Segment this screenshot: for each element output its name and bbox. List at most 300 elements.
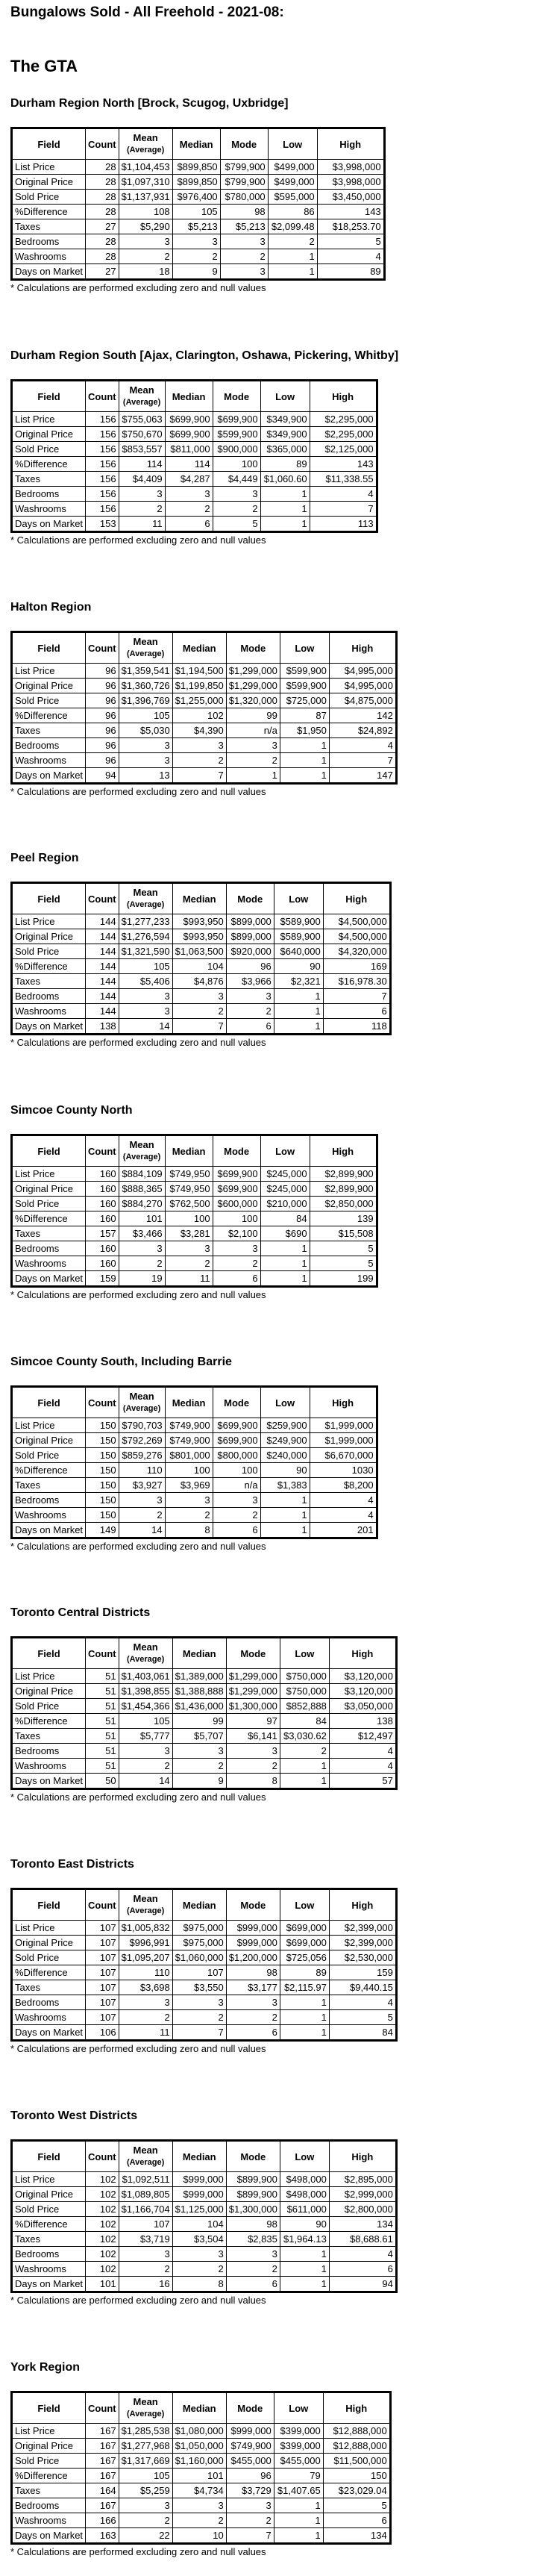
value-cell-mean-average: 3 xyxy=(119,487,165,502)
value-cell-count: 167 xyxy=(86,2469,119,2483)
value-cell-count: 102 xyxy=(86,2202,119,2217)
value-cell-low: 1 xyxy=(280,2010,329,2025)
value-cell-count: 150 xyxy=(86,1448,119,1463)
value-cell-mode: 3 xyxy=(226,1995,280,2010)
value-cell-mode: $999,000 xyxy=(226,2424,274,2439)
value-cell-median: 2 xyxy=(172,1004,226,1019)
field-cell: Days on Market xyxy=(12,1523,86,1538)
value-cell-high: 7 xyxy=(310,502,377,517)
table-row xyxy=(12,1478,377,1493)
value-cell-low: 1 xyxy=(274,1019,323,1035)
value-cell-count: 28 xyxy=(86,234,119,249)
column-header-field: Field xyxy=(12,632,86,664)
value-cell-median: 2 xyxy=(165,502,213,517)
calculation-footnote: * Calculations are performed excluding zero and null values xyxy=(10,2043,266,2054)
value-cell-median: $699,900 xyxy=(165,412,213,427)
column-header-mean-average: Mean (Average) xyxy=(119,1135,165,1167)
value-cell-low: 1 xyxy=(260,1523,310,1538)
value-cell-high: 199 xyxy=(310,1271,377,1287)
column-header-low: Low xyxy=(260,1387,310,1418)
value-cell-mode: $899,900 xyxy=(226,2172,280,2187)
stats-table xyxy=(10,1636,398,1790)
value-cell-low: $349,900 xyxy=(260,427,310,442)
field-cell: Bedrooms xyxy=(12,234,86,249)
field-cell: List Price xyxy=(12,1418,86,1433)
value-cell-low: $399,000 xyxy=(274,2439,323,2454)
value-cell-count: 144 xyxy=(86,944,119,959)
calculation-footnote: * Calculations are performed excluding zero and null values xyxy=(10,282,266,293)
value-cell-mode: 98 xyxy=(220,205,268,219)
column-header-median: Median xyxy=(172,632,226,664)
value-cell-mean-average: 3 xyxy=(119,1241,165,1256)
value-cell-high: $12,497 xyxy=(329,1729,396,1744)
value-cell-count: 164 xyxy=(86,2483,119,2498)
value-cell-mean-average: 107 xyxy=(119,2217,172,2232)
column-header-mode: Mode xyxy=(213,1387,260,1418)
value-cell-median: $762,500 xyxy=(165,1197,213,1211)
value-cell-high: 4 xyxy=(329,1995,396,2010)
calculation-footnote: * Calculations are performed excluding zero and null values xyxy=(10,534,266,546)
value-cell-high: 143 xyxy=(317,205,384,219)
field-cell: %Difference xyxy=(12,1965,86,1980)
column-header-high: High xyxy=(329,632,396,664)
table-row xyxy=(12,1256,377,1271)
stats-table xyxy=(10,2391,392,2545)
value-cell-mean-average: $1,317,669 xyxy=(119,2454,172,2469)
value-cell-median: $1,255,000 xyxy=(172,693,226,708)
column-header-mean-average: Mean (Average) xyxy=(119,2141,172,2172)
value-cell-mode: 3 xyxy=(213,1493,260,1508)
value-cell-mean-average: 2 xyxy=(119,1759,172,1774)
value-cell-low: 1 xyxy=(274,1004,323,1019)
value-cell-count: 102 xyxy=(86,2187,119,2202)
value-cell-mode: 3 xyxy=(226,738,280,753)
value-cell-mean-average: $3,927 xyxy=(119,1478,165,1493)
value-cell-median: $1,160,000 xyxy=(172,2454,226,2469)
value-cell-median: 2 xyxy=(172,2513,226,2528)
table-row xyxy=(12,1433,377,1448)
value-cell-median: 3 xyxy=(172,234,220,249)
value-cell-mode: $699,900 xyxy=(213,1167,260,1182)
value-cell-mean-average: 110 xyxy=(119,1463,165,1478)
column-header-median: Median xyxy=(165,1135,213,1167)
value-cell-count: 51 xyxy=(86,1684,119,1699)
field-cell: Taxes xyxy=(12,1226,86,1241)
value-cell-mode: 3 xyxy=(226,2498,274,2513)
value-cell-count: 156 xyxy=(86,442,119,457)
value-cell-high: $18,253.70 xyxy=(317,219,384,234)
value-cell-mean-average: $750,670 xyxy=(119,427,165,442)
value-cell-mean-average: 2 xyxy=(119,1256,165,1271)
value-cell-low: 1 xyxy=(260,1493,310,1508)
value-cell-low: $589,900 xyxy=(274,929,323,944)
value-cell-high: $8,688.61 xyxy=(329,2232,396,2247)
table-row xyxy=(12,1211,377,1226)
value-cell-mode: $799,900 xyxy=(220,175,268,190)
field-cell: Bedrooms xyxy=(12,1241,86,1256)
column-header-low: Low xyxy=(280,2141,329,2172)
column-header-field: Field xyxy=(12,2141,86,2172)
value-cell-median: $999,000 xyxy=(172,2187,226,2202)
table-header-row xyxy=(12,128,385,160)
stats-table xyxy=(10,1134,378,1288)
column-header-field: Field xyxy=(12,1387,86,1418)
value-cell-median: $749,900 xyxy=(165,1418,213,1433)
value-cell-high: 143 xyxy=(310,457,377,472)
table-header-row xyxy=(12,1638,397,1669)
table-row xyxy=(12,1669,397,1684)
value-cell-mode: 99 xyxy=(226,708,280,723)
field-cell: Taxes xyxy=(12,974,86,989)
value-cell-high: 4 xyxy=(329,738,396,753)
region-heading: York Region xyxy=(10,2361,81,2374)
value-cell-mean-average: $3,698 xyxy=(119,1980,172,1995)
table-row xyxy=(12,234,385,249)
value-cell-count: 28 xyxy=(86,190,119,205)
value-cell-high: 6 xyxy=(323,1004,390,1019)
value-cell-mean-average: $5,290 xyxy=(119,219,172,234)
field-cell: Days on Market xyxy=(12,768,86,784)
field-cell: Washrooms xyxy=(12,1508,86,1523)
value-cell-mode: 2 xyxy=(213,502,260,517)
value-cell-high: 4 xyxy=(317,249,384,264)
value-cell-median: 101 xyxy=(172,2469,226,2483)
value-cell-mode: $749,900 xyxy=(226,2439,274,2454)
field-cell: %Difference xyxy=(12,1714,86,1729)
value-cell-count: 28 xyxy=(86,205,119,219)
value-cell-count: 28 xyxy=(86,175,119,190)
value-cell-count: 102 xyxy=(86,2172,119,2187)
column-header-mode: Mode xyxy=(226,632,280,664)
value-cell-median: $4,734 xyxy=(172,2483,226,2498)
table-row xyxy=(12,2424,391,2439)
table-row xyxy=(12,472,377,487)
value-cell-mean-average: $1,277,233 xyxy=(119,914,172,929)
value-cell-median: $4,287 xyxy=(165,472,213,487)
field-cell: Washrooms xyxy=(12,1004,86,1019)
stats-table xyxy=(10,2139,398,2293)
value-cell-median: $976,400 xyxy=(172,190,220,205)
value-cell-mode: $999,000 xyxy=(226,1921,280,1936)
column-header-median: Median xyxy=(172,2141,226,2172)
value-cell-mean-average: $1,137,931 xyxy=(119,190,172,205)
table-row xyxy=(12,205,385,219)
value-cell-mean-average: 3 xyxy=(119,1493,165,1508)
field-cell: Taxes xyxy=(12,1478,86,1493)
value-cell-low: $611,000 xyxy=(280,2202,329,2217)
value-cell-median: 7 xyxy=(172,768,226,784)
column-header-median: Median xyxy=(172,2392,226,2424)
value-cell-high: $4,500,000 xyxy=(323,929,390,944)
value-cell-count: 102 xyxy=(86,2232,119,2247)
value-cell-mode: $5,213 xyxy=(220,219,268,234)
value-cell-high: $2,295,000 xyxy=(310,412,377,427)
value-cell-high: $2,899,900 xyxy=(310,1182,377,1197)
value-cell-count: 51 xyxy=(86,1729,119,1744)
value-cell-mean-average: 108 xyxy=(119,205,172,219)
value-cell-mode: 6 xyxy=(226,1019,274,1035)
value-cell-count: 156 xyxy=(86,412,119,427)
value-cell-low: $640,000 xyxy=(274,944,323,959)
table-row xyxy=(12,457,377,472)
column-header-mean-average: Mean (Average) xyxy=(119,1889,172,1921)
table-row xyxy=(12,2454,391,2469)
value-cell-count: 51 xyxy=(86,1744,119,1759)
value-cell-mode: 2 xyxy=(226,2262,280,2277)
value-cell-count: 51 xyxy=(86,1759,119,1774)
value-cell-mean-average: 18 xyxy=(119,264,172,280)
value-cell-low: $210,000 xyxy=(260,1197,310,1211)
value-cell-low: 1 xyxy=(280,2262,329,2277)
field-cell: Taxes xyxy=(12,219,86,234)
value-cell-median: 3 xyxy=(172,1995,226,2010)
value-cell-median: 2 xyxy=(165,1508,213,1523)
value-cell-count: 107 xyxy=(86,1921,119,1936)
field-cell: Sold Price xyxy=(12,2202,86,2217)
value-cell-median: $1,388,888 xyxy=(172,1684,226,1699)
value-cell-high: $6,670,000 xyxy=(310,1448,377,1463)
calculation-footnote: * Calculations are performed excluding zero and null values xyxy=(10,1037,266,1048)
value-cell-low: $1,060.60 xyxy=(260,472,310,487)
value-cell-count: 96 xyxy=(86,664,119,679)
value-cell-high: 4 xyxy=(329,1759,396,1774)
field-cell: Sold Price xyxy=(12,1197,86,1211)
value-cell-high: $1,999,000 xyxy=(310,1418,377,1433)
value-cell-mean-average: $888,365 xyxy=(119,1182,165,1197)
value-cell-median: $1,063,500 xyxy=(172,944,226,959)
value-cell-count: 96 xyxy=(86,723,119,738)
field-cell: %Difference xyxy=(12,959,86,974)
value-cell-median: $999,000 xyxy=(172,2172,226,2187)
value-cell-low: 1 xyxy=(260,1271,310,1287)
calculation-footnote: * Calculations are performed excluding zero and null values xyxy=(10,1791,266,1803)
value-cell-mode: 3 xyxy=(220,264,268,280)
value-cell-low: $2,321 xyxy=(274,974,323,989)
value-cell-median: $1,199,850 xyxy=(172,679,226,693)
table-row xyxy=(12,1182,377,1197)
table-row xyxy=(12,1699,397,1714)
field-cell: Bedrooms xyxy=(12,2247,86,2262)
value-cell-median: 3 xyxy=(165,487,213,502)
table-row xyxy=(12,2483,391,2498)
table-row xyxy=(12,1950,397,1965)
value-cell-mode: $899,900 xyxy=(226,2187,280,2202)
value-cell-high: 6 xyxy=(323,2513,390,2528)
column-header-mode: Mode xyxy=(226,1638,280,1669)
value-cell-mean-average: 101 xyxy=(119,1211,165,1226)
table-row xyxy=(12,2025,397,2041)
value-cell-mode: 3 xyxy=(213,487,260,502)
value-cell-median: 10 xyxy=(172,2528,226,2544)
table-row xyxy=(12,1448,377,1463)
table-row xyxy=(12,2513,391,2528)
table-row xyxy=(12,1004,391,1019)
value-cell-high: $2,999,000 xyxy=(329,2187,396,2202)
value-cell-count: 166 xyxy=(86,2513,119,2528)
value-cell-mean-average: $5,030 xyxy=(119,723,172,738)
value-cell-mode: $1,300,000 xyxy=(226,2202,280,2217)
table-row xyxy=(12,1995,397,2010)
column-header-mean-average: Mean (Average) xyxy=(119,883,172,914)
value-cell-count: 163 xyxy=(86,2528,119,2544)
value-cell-mode: 6 xyxy=(226,2277,280,2292)
document-title: Bungalows Sold - All Freehold - 2021-08: xyxy=(10,4,284,20)
value-cell-mode: 97 xyxy=(226,1714,280,1729)
value-cell-median: 104 xyxy=(172,959,226,974)
value-cell-low: 86 xyxy=(268,205,317,219)
stats-table xyxy=(10,1385,378,1539)
value-cell-low: $3,030.62 xyxy=(280,1729,329,1744)
value-cell-low: 90 xyxy=(260,1463,310,1478)
table-row xyxy=(12,2262,397,2277)
value-cell-mean-average: $4,409 xyxy=(119,472,165,487)
field-cell: List Price xyxy=(12,664,86,679)
value-cell-count: 28 xyxy=(86,249,119,264)
column-header-high: High xyxy=(310,381,377,412)
column-header-mean-average: Mean (Average) xyxy=(119,128,172,160)
column-header-mode: Mode xyxy=(213,1135,260,1167)
value-cell-median: 6 xyxy=(165,517,213,532)
value-cell-high: $2,899,900 xyxy=(310,1167,377,1182)
table-row xyxy=(12,2469,391,2483)
table-row xyxy=(12,1418,377,1433)
table-row xyxy=(12,517,377,532)
value-cell-high: $3,998,000 xyxy=(317,160,384,175)
region-section-simcoe-county-south-including-barrie xyxy=(10,1354,536,1552)
value-cell-mode: 2 xyxy=(226,2010,280,2025)
value-cell-mode: $999,000 xyxy=(226,1936,280,1950)
value-cell-mode: 3 xyxy=(226,1744,280,1759)
value-cell-mean-average: $853,557 xyxy=(119,442,165,457)
field-cell: Washrooms xyxy=(12,2010,86,2025)
value-cell-high: $4,875,000 xyxy=(329,693,396,708)
value-cell-low: $2,115.97 xyxy=(280,1980,329,1995)
value-cell-mean-average: $5,259 xyxy=(119,2483,172,2498)
value-cell-low: 87 xyxy=(280,708,329,723)
column-header-mean-average: Mean (Average) xyxy=(119,1387,165,1418)
value-cell-mean-average: 2 xyxy=(119,2262,172,2277)
value-cell-median: $3,550 xyxy=(172,1980,226,1995)
region-heading: Toronto East Districts xyxy=(10,1858,134,1871)
value-cell-median: 99 xyxy=(172,1714,226,1729)
field-cell: Taxes xyxy=(12,1729,86,1744)
value-cell-mode: 2 xyxy=(226,1004,274,1019)
field-cell: Original Price xyxy=(12,427,86,442)
table-row xyxy=(12,959,391,974)
table-row xyxy=(12,708,397,723)
field-cell: Sold Price xyxy=(12,2454,86,2469)
value-cell-mean-average: $1,166,704 xyxy=(119,2202,172,2217)
value-cell-mode: $2,100 xyxy=(213,1226,260,1241)
stats-table xyxy=(10,379,378,533)
value-cell-mean-average: $1,092,511 xyxy=(119,2172,172,2187)
value-cell-median: 2 xyxy=(172,753,226,768)
value-cell-mode: 98 xyxy=(226,2217,280,2232)
value-cell-low: $750,000 xyxy=(280,1669,329,1684)
value-cell-median: 100 xyxy=(165,1463,213,1478)
value-cell-low: 90 xyxy=(274,959,323,974)
value-cell-mode: $899,000 xyxy=(226,929,274,944)
value-cell-count: 144 xyxy=(86,914,119,929)
value-cell-median: $4,876 xyxy=(172,974,226,989)
value-cell-median: $749,950 xyxy=(165,1182,213,1197)
value-cell-mode: $455,000 xyxy=(226,2454,274,2469)
value-cell-mode: $3,177 xyxy=(226,1980,280,1995)
value-cell-mean-average: $1,321,590 xyxy=(119,944,172,959)
field-cell: Original Price xyxy=(12,679,86,693)
field-cell: List Price xyxy=(12,914,86,929)
value-cell-mode: $920,000 xyxy=(226,944,274,959)
value-cell-median: $3,969 xyxy=(165,1478,213,1493)
value-cell-median: 104 xyxy=(172,2217,226,2232)
field-cell: Days on Market xyxy=(12,1774,86,1789)
table-row xyxy=(12,1241,377,1256)
value-cell-mode: 1 xyxy=(226,768,280,784)
value-cell-low: 1 xyxy=(280,738,329,753)
value-cell-high: 159 xyxy=(329,1965,396,1980)
field-cell: Original Price xyxy=(12,1936,86,1950)
value-cell-mean-average: 3 xyxy=(119,1995,172,2010)
region-section-halton-region xyxy=(10,599,536,797)
value-cell-median: 9 xyxy=(172,1774,226,1789)
value-cell-low: 1 xyxy=(280,2277,329,2292)
value-cell-mode: $600,000 xyxy=(213,1197,260,1211)
field-cell: Bedrooms xyxy=(12,1995,86,2010)
value-cell-low: 1 xyxy=(280,1995,329,2010)
value-cell-mean-average: 2 xyxy=(119,2513,172,2528)
value-cell-count: 50 xyxy=(86,1774,119,1789)
column-header-low: Low xyxy=(280,1889,329,1921)
value-cell-high: 5 xyxy=(323,2498,390,2513)
field-cell: Sold Price xyxy=(12,1699,86,1714)
field-cell: %Difference xyxy=(12,2217,86,2232)
value-cell-low: 1 xyxy=(274,2513,323,2528)
value-cell-high: $11,338.55 xyxy=(310,472,377,487)
column-header-count: Count xyxy=(86,1387,119,1418)
value-cell-high: $2,850,000 xyxy=(310,1197,377,1211)
value-cell-mode: 100 xyxy=(213,1211,260,1226)
value-cell-mode: $699,900 xyxy=(213,1433,260,1448)
value-cell-count: 107 xyxy=(86,1980,119,1995)
field-cell: Bedrooms xyxy=(12,1744,86,1759)
value-cell-count: 138 xyxy=(86,1019,119,1035)
value-cell-count: 51 xyxy=(86,1669,119,1684)
value-cell-median: 107 xyxy=(172,1965,226,1980)
table-header-row xyxy=(12,1387,377,1418)
value-cell-count: 101 xyxy=(86,2277,119,2292)
table-row xyxy=(12,723,397,738)
value-cell-high: $2,895,000 xyxy=(329,2172,396,2187)
value-cell-mean-average: 114 xyxy=(119,457,165,472)
value-cell-count: 160 xyxy=(86,1167,119,1182)
value-cell-mean-average: 19 xyxy=(119,1271,165,1287)
value-cell-count: 167 xyxy=(86,2424,119,2439)
column-header-count: Count xyxy=(86,1889,119,1921)
value-cell-high: $24,892 xyxy=(329,723,396,738)
value-cell-low: 1 xyxy=(260,517,310,532)
value-cell-median: 3 xyxy=(172,2247,226,2262)
value-cell-median: 3 xyxy=(172,2498,226,2513)
value-cell-median: 11 xyxy=(165,1271,213,1287)
value-cell-count: 27 xyxy=(86,264,119,280)
value-cell-mean-average: 16 xyxy=(119,2277,172,2292)
column-header-low: Low xyxy=(260,1135,310,1167)
region-heading: Simcoe County South, Including Barrie xyxy=(10,1356,232,1368)
value-cell-count: 160 xyxy=(86,1211,119,1226)
field-cell: Washrooms xyxy=(12,249,86,264)
value-cell-mode: 3 xyxy=(213,1241,260,1256)
table-row xyxy=(12,2187,397,2202)
